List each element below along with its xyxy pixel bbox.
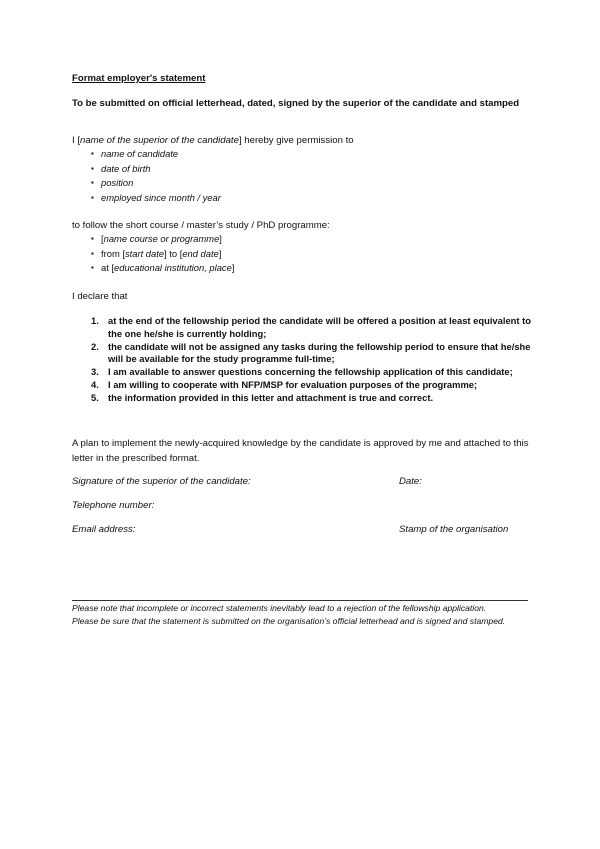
superior-name-placeholder: name of the superior of the candidate — [80, 135, 239, 146]
footnote-line-1: Please note that incomplete or incorrect statements inevitably lead to a rejection of the fellowship application. — [72, 603, 487, 613]
email-label: Email address: — [72, 524, 136, 535]
plan-statement: A plan to implement the newly-acquired knowledge by the candidate is approved by me and attached to this letter in the prescribed format. — [72, 438, 529, 464]
list-item: 5. the information provided in this letter and attachment is true and correct. — [91, 391, 434, 403]
submission-instruction: To be submitted on official letterhead, dated, signed by the superior of the candidate and stamped — [72, 98, 520, 109]
stamp-label: Stamp of the organisation — [399, 524, 509, 535]
declarations-list — [91, 315, 531, 405]
list-item: ▪ at [educational institution, place] — [91, 261, 234, 276]
document-title: Format employer's statement — [72, 73, 206, 84]
list-item: ▪ employed since month / year — [91, 191, 221, 206]
list-item: 2. the candidate will not be assigned any tasks during the fellowship period to ensure that he/she will be available for the study programme full-time; — [91, 340, 531, 365]
list-item: 3. I am available to answer questions concerning the fellowship application of this candidate; — [91, 366, 513, 378]
programme-intro: to follow the short course / master’s study / PhD programme: — [72, 220, 330, 231]
candidate-details-list — [91, 147, 221, 205]
list-item: ▪ position — [91, 176, 221, 191]
footnote — [72, 602, 528, 627]
date-label: Date: — [399, 476, 422, 487]
declare-intro: I declare that — [72, 291, 128, 302]
programme-details-list — [91, 232, 234, 276]
list-item: ▪ [name course or programme] — [91, 232, 234, 247]
footnote-divider — [72, 600, 528, 601]
list-item: ▪ name of candidate — [91, 147, 221, 162]
signature-label: Signature of the superior of the candidate: — [72, 476, 251, 487]
list-item: ▪ date of birth — [91, 162, 221, 177]
telephone-label: Telephone number: — [72, 500, 155, 511]
list-item: 1. at the end of the fellowship period the candidate will be offered a position at least equivalent to the one he/she is currently holding; — [91, 315, 531, 339]
footnote-line-2: Please be sure that the statement is submitted on the organisation’s official letterhead and is signed and stamped. — [72, 615, 506, 626]
list-item: 4. I am willing to cooperate with NFP/MSP for evaluation purposes of the programme; — [91, 378, 478, 390]
list-item: ▪ from [start date] to [end date] — [91, 247, 234, 262]
permission-line: I [name of the superior of the candidate] hereby give permission to — [72, 135, 354, 146]
